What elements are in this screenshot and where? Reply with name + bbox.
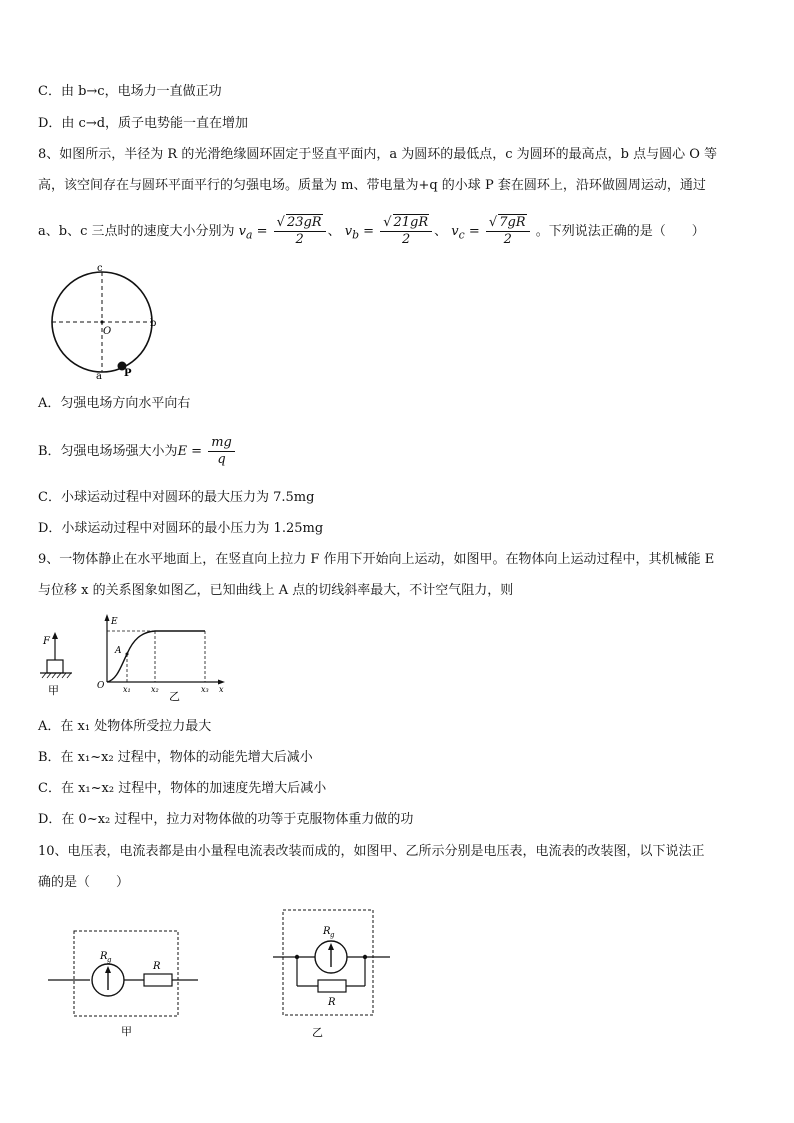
- label-a: A: [115, 646, 122, 656]
- q8-stem-line3: a、b、c 三点时的速度大小分别为 $v_a$ = $\frac{√ 23gR}{2}$ 、 $v_b$ = $\frac{√ 21gR}{2}$ 、 $v_c$ = $\frac{√ 7gR}{2}$ 。下列说法正确的是（ ）: [38, 215, 705, 247]
- label-b: b: [150, 318, 157, 329]
- q8-stem-line2: 高，该空间存在与圆环平面平行的匀强电场。质量为 m、带电量为+q 的小球 P 套在圆环上，沿环做圆周运动，通过: [38, 178, 706, 193]
- label-x: x: [219, 685, 224, 694]
- va-fraction: $\frac{√ 23gR}{2}$: [274, 215, 326, 248]
- q8-option-c: C．小球运动过程中对圆环的最大压力为 7.5mg: [38, 490, 315, 505]
- label-jia: 甲: [121, 1025, 132, 1038]
- q9-stem-line2: 与位移 x 的关系图象如图乙，已知曲线上 A 点的切线斜率最大，不计空气阻力，则: [38, 583, 514, 598]
- label-rg-sub: g: [330, 931, 335, 939]
- needle-arrowhead: [105, 966, 111, 973]
- q8-stem-line3-prefix: a、b、c 三点时的速度大小分别为: [38, 224, 235, 239]
- resistor: [144, 974, 172, 986]
- label-x3: x₃: [201, 685, 209, 694]
- ground-hatching: [42, 673, 71, 678]
- va-symbol: $v_a$ =: [238, 224, 268, 242]
- x-arrowhead: [218, 680, 225, 685]
- energy-curve: [107, 631, 205, 682]
- label-x1: x₁: [123, 685, 131, 694]
- label-o: O: [97, 681, 105, 691]
- q8-circle-figure: [46, 262, 176, 380]
- label-e: E: [111, 617, 118, 627]
- q9-option-b: B．在 x₁~x₂ 过程中，物体的动能先增大后减小: [38, 750, 313, 765]
- q8-option-b-fraction: $\frac{mg}{q}$: [208, 435, 235, 468]
- q9-option-a: A．在 x₁ 处物体所受拉力最大: [38, 719, 212, 734]
- q8-option-b: B．匀强电场场强大小为E = $\frac{mg}{q}$: [38, 432, 237, 472]
- label-yi: 乙: [312, 1026, 323, 1039]
- q8-stem-line3-suffix: 。下列说法正确的是（ ）: [535, 224, 705, 239]
- q9-figure-yi: [95, 614, 230, 704]
- q10-figure-jia: [46, 928, 201, 1040]
- label-x2: x₂: [151, 685, 159, 694]
- needle-arrowhead: [328, 943, 334, 950]
- point-a: [126, 653, 129, 656]
- label-p: P: [124, 368, 132, 379]
- vc-fraction: $\frac{√ 7gR}{2}$: [486, 215, 530, 248]
- q9-option-d: D．在 0~x₂ 过程中，拉力对物体做的功等于克服物体重力做的功: [38, 812, 414, 827]
- q7-option-c: C．由 b→c，电场力一直做正功: [38, 84, 222, 99]
- label-f: F: [43, 636, 50, 647]
- label-r: R: [328, 997, 336, 1008]
- q8-stem-line1: 8、如图所示，半径为 R 的光滑绝缘圆环固定于竖直平面内，a 为圆环的最低点，c 为圆环的最高点，b 点与圆心 O 等: [38, 147, 717, 162]
- vb-symbol: $v_b$ =: [344, 224, 375, 242]
- label-rg: R: [100, 951, 108, 962]
- q10-stem-line2: 确的是（ ）: [38, 875, 130, 890]
- q7-option-d: D．由 c→d，质子电势能一直在增加: [38, 116, 249, 131]
- block: [47, 660, 63, 673]
- q9-figure-jia: [38, 628, 88, 700]
- q9-option-c: C．在 x₁~x₂ 过程中，物体的加速度先增大后减小: [38, 781, 327, 796]
- label-yi: 乙: [169, 690, 180, 703]
- label-a: a: [96, 371, 102, 380]
- center-dot: [100, 320, 103, 323]
- q9-stem-line1: 9、一物体静止在水平地面上，在竖直向上拉力 F 作用下开始向上运动，如图甲。在物体向上运动过程中，其机械能 E: [38, 552, 715, 567]
- vc-symbol: $v_c$ =: [451, 224, 480, 242]
- resistor: [318, 980, 346, 992]
- q8-option-d: D．小球运动过程中对圆环的最小压力为 1.25mg: [38, 521, 324, 536]
- label-rg: R: [323, 926, 331, 937]
- q10-figure-yi: [270, 906, 395, 1041]
- label-rg-sub: g: [107, 956, 112, 964]
- label-o: O: [103, 326, 112, 337]
- force-arrowhead: [52, 632, 58, 639]
- label-jia: 甲: [48, 684, 59, 697]
- y-arrowhead: [105, 614, 110, 621]
- label-r: R: [153, 961, 161, 972]
- vb-fraction: $\frac{√ 21gR}{2}$: [380, 215, 432, 248]
- q8-option-a: A．匀强电场方向水平向右: [38, 396, 191, 411]
- label-c: c: [97, 263, 103, 274]
- q10-stem-line1: 10、电压表，电流表都是由小量程电流表改装而成的，如图甲、乙所示分别是电压表，电流表的改装图，以下说法正: [38, 844, 705, 859]
